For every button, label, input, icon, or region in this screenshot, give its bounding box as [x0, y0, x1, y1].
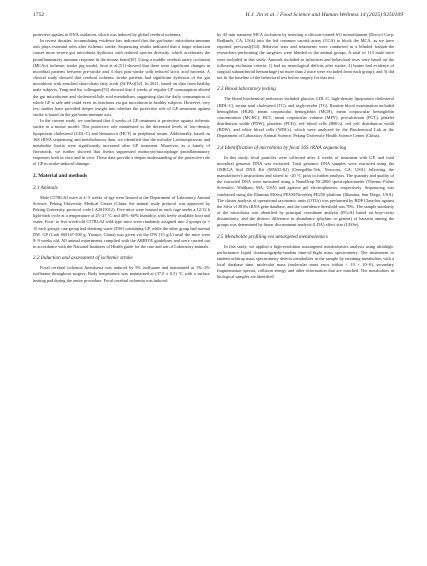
paragraph: The blood biochemical indicators included glucose, LDL-C, high-density lipoprotein cholesterol (HDL-C), serum total cholesterol (TC), and triglycerides (TG). Routine blood examination included hemoglobin (HGB), mean corpuscular hemoglobin (MCH), mean corpuscular hemoglobin concentration (MCHC), HCT, mean corpuscular volume (MPV), procalcitonin (PCT), platelet distribution width (PDW), platelets (PLTs), red blood cells (RBCs), red cell distribution width (RDW), and white blood cells (WBCs), which were analyzed by the Biochemical Lab at the Department of Laboratory Animal Science, Peking University Health Science Center (China).: [217, 96, 394, 139]
paragraph: by 45 min transient MCA occlusion by inserting a silicone-coated 6-0 monofilament (Doccol Corp, Redlands, CA, USA) into the left common carotid artery (CCA) to block the MCA, as we have reported previously[54]. Behavior tests and treatments were conducted in a blinded fashion-the researchers performing the surgeries were blinded to the animal groups. A total of 113 male mice were included in this study. Animals included as infarction and behavioral tests were based on the following exclusion criteria: 1) had no neurological deficits after stroke; 2) brains had evidence of surgical subarachnoid hemorrhage (no more than 2 mice were excluded from each group); and 3) did not fit the baseline of the behavioral test before surgery for that test.: [217, 32, 394, 81]
subsection-heading-induction: 2.2 Induction and assessment of ischemic stroke: [33, 255, 133, 262]
paragraph: In the current study, we confirmed that 4 weeks of GP treatment is protective against ischemic stroke in a mouse model. This protective role manifested in the decreased levels of low-density lipoprotein cholesterol (LDL-C) and hematocrit (HCT) in peripheral serum. Additionally, based on 16S rRNA sequencing and metabolomics data, we identified that the microbe Lachnospiraceae and metabolite fisetin were significantly increased after GP treatment. Moreover, as a family of flavonoids, we further showed that fisetin suppressed monocyte/macrophage proinflammatory responses both in vitro and in vivo. These data provide a deeper understanding of the protective role of GP in stroke-induced damage.: [33, 118, 210, 167]
paragraph: In this study, we applied a high-resolution nontargeted metabolomics analysis using ultrahigh-performance liquid chromatography-tandem time-of-flight mass spectrometry. The instrument or tandem orbitrap mass spectrometry detects metabolites in the sample by retaining metabolites with a local database time, molecular mass (molecular mass error within < 10 × 10−6), secondary fragmentation spectra, collision energy and other information that are matched. The metabolites in biological samples are identified: [217, 243, 394, 280]
paragraph: Focal cerebral ischemia Anesthesia was induced by 5% isoflurane and maintained at 1%−2% isoflurane throughout surgery. Body temperature was maintained at (37.0 ± 0.5) °C with a surface heating pad during the entire procedure. Focal cerebral ischemia was induced: [33, 265, 210, 283]
paragraph: In recent decades, accumulating evidence has indicated that the gut-brain- microbiota-immune axis plays essential roles after ischemic stroke. Sequencing results indicated that a larger infarction causes more severe gut microbiota dysbiosis with reduced species diversity, which accelerates the proinflammatory immune response in the mouse brain[50]. Using a middle cerebral artery occlusion (MCAo) ischemic stroke pig model, Jeon et al.[51] showed that there were significant changes in microbial patterns between pre-stroke and 3 days post-stroke with reduced lactic acid bacteria. A clinical study showed that cerebral ischemic stroke patients had significant dysbiosis of the gut microbiota with enriched short-chain fatty acids (SCFAs)[52]. In 2021, based on data from healthy male subjects, Yang and his colleagues[53] showed that 4 weeks of regular GP consumption altered the gut microbiome and cholesterol/bile acid metabolism, suggesting that the daily consumption of whole GP is safe and could exert its functions via gut microbiota in healthy subjects. However, very few studies have provided deeper insight into whether the protective role of GP treatment against stroke is based on the gut-brain-immune axis.: [33, 38, 210, 118]
subsection-heading-blood: 2.3 Blood laboratory testing: [217, 86, 276, 93]
paragraph: protective against to DNA oxidation, which was induced by global cerebral ischemia.: [33, 32, 182, 37]
right-column: [217, 32, 394, 281]
paragraph: Male C57BL/6J mice at 4−5 weeks of age were housed at the Department of Laboratory Animal Science, Peking University Medical Center (China, the animal study protocol was approved by Peking University, protocol code LA2015012). Five mice were housed in each cage under a 12/12 h light-dark cycle at a temperature of 25−27 °C and 40%−60% humidity, with freely available food and water. Four- to five-week-old C57BL/6J wild-type mice were randomly assigned into 2 groups (n = 15 each group): one group had drinking water (DW) containing GP, while the other group had normal DW. GP (Cat# S69147-500 g, Yuanye, China) was given via the DW (15 g/L) until the mice were 8−9 weeks old. All animal experiments complied with the ARRIVE guidelines and were carried out in accordance with the National Institutes of Health guide for the care and use of Laboratory animals.: [33, 194, 210, 249]
page-number: 1752: [33, 12, 45, 18]
section-heading-methods: 2. Material and methods: [33, 173, 88, 180]
subsection-heading-metabolomics: 2.5 Metabolite profiling via untargeted metabolomics: [217, 233, 328, 240]
subsection-heading-animals: 2.1 Animals: [33, 184, 58, 191]
page-header: [33, 12, 403, 22]
paragraph: In this study, fecal particles were collected after 4 weeks of treatment with GP, and total microbial genomic DNA was extracted. Total genomic DNA samples were extracted using the OMEGA Soil DNA Kit (M5635-02) (OmegaBio-Tek, Norcross, GA, USA) following the manufacturer's instructions and stored at −20 °C prior to further analysis. The quantity and quality of the extracted DNA were measured using a NanoDrop NC2000 spectrophotometer (Thermo Fisher Scientific, Waltham, MA, USA) and agarose gel electrophoresis, respectively. Sequencing was conducted using the Illumina MiSeq PE300/NovaSeq PE250 platform (Illumina, San Diego, USA). The cluster analysis of operational taxonomic units (OTUs) was performed by RDP Classifier against the Silva v13816s rRNA gene database, and the confidence threshold was 70%. The sample similarity of the microbiota was identified by principal coordinate analysis (PCoA) based on bray-curtis dissimilarity, and the distinct difference in abundance (phylum to genera) of bacteria among the groups was determined by linear discriminant analysis (LDA) effect size (LEfSe).: [217, 154, 395, 228]
journal-citation: H.J. Jin et al. / Food Science and Human Wellness 14 (2025) 9250109: [245, 12, 403, 18]
subsection-heading-16s: 2.4 Identification of microbiota by fecal 16S rRNA sequencing: [217, 144, 347, 151]
left-column: [33, 32, 210, 284]
